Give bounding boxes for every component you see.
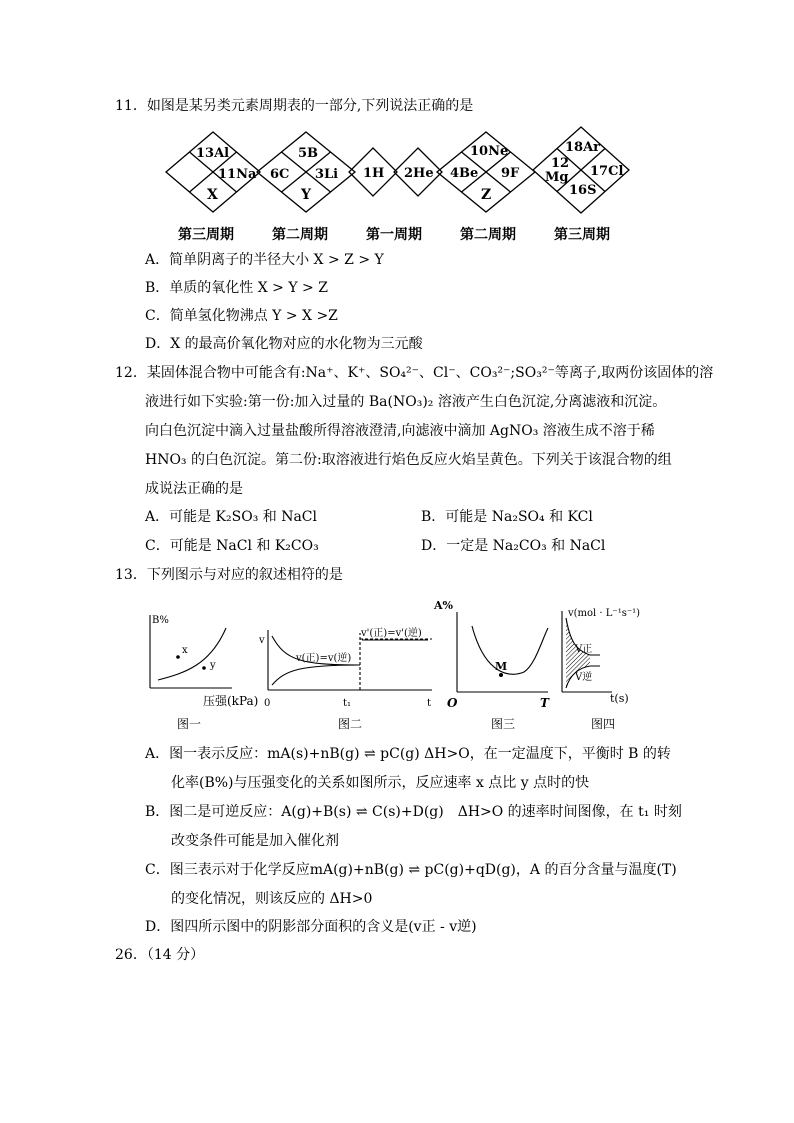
- q12-option-a: A．可能是 K₂SO₃ 和 NaCl: [145, 509, 317, 525]
- fig1-ylabel: B%: [152, 615, 169, 626]
- fig3-xlabel: T: [540, 696, 549, 710]
- fig2-xlabel: t: [427, 698, 432, 709]
- fig4-caption: 图四: [591, 717, 616, 731]
- cell-li: 3Li: [315, 167, 339, 182]
- cell-ar: 18Ar: [565, 140, 601, 155]
- q12-line-4: HNO₃ 的白色沉淀。第二份:取溶液进行焰色反应火焰呈黄色。下列关于该混合物的组: [145, 452, 672, 468]
- fig3-caption: 图三: [491, 717, 516, 731]
- q13-stem: 13．下列图示与对应的叙述相符的是: [115, 567, 343, 583]
- fig3-point: M: [495, 660, 508, 673]
- period-label-5: 第三周期: [554, 227, 610, 243]
- cell-s: 16S: [569, 183, 597, 198]
- period-label-1: 第三周期: [178, 227, 234, 243]
- cell-ne: 10Ne: [470, 144, 509, 159]
- cell-y: Y: [301, 187, 311, 203]
- q13-option-b-line-2: 改变条件可能是加入催化剂: [171, 833, 339, 849]
- cell-be: 4Be: [450, 166, 479, 181]
- fig3-ylabel: A%: [434, 599, 453, 612]
- q12-option-c: C．可能是 NaCl 和 K₂CO₃: [145, 538, 319, 554]
- cell-h: 1H: [363, 166, 385, 181]
- fig4-xlabel: t(s): [610, 692, 629, 705]
- q12-line-2: 液进行如下实验:第一份:加入过量的 Ba(NO₃)₂ 溶液产生白色沉淀,分离滤液和沉淀。: [145, 394, 667, 410]
- fig1-point-y: y: [210, 660, 216, 671]
- cell-c: 6C: [270, 167, 290, 182]
- fig3-origin: O: [447, 696, 458, 710]
- cell-na: 11Na: [218, 167, 257, 182]
- cell-mg-number: 12: [551, 156, 570, 171]
- fig2-curve-label-2: v'(正)=v'(逆): [361, 628, 422, 639]
- q11-option-a: A．简单阴离子的半径大小 X > Z > Y: [145, 252, 384, 268]
- period-label-3: 第一周期: [366, 227, 422, 243]
- cell-z: Z: [481, 187, 492, 203]
- fig2-caption: 图二: [338, 717, 363, 731]
- q12-option-b: B．可能是 Na₂SO₄ 和 KCl: [421, 509, 593, 525]
- fig4-ylabel: v(mol · L⁻¹s⁻¹): [568, 608, 641, 619]
- q13-option-a-line-1: A．图一表示反应：mA(s)+nB(g) ⇌ pC(g) ΔH>O，在一定温度下，平衡时 B 的转: [145, 746, 671, 762]
- cell-x: X: [207, 187, 218, 203]
- cell-f: 9F: [501, 166, 520, 181]
- cell-b: 5B: [298, 146, 319, 161]
- q11-option-d: D．X 的最高价氧化物对应的水化物为三元酸: [145, 336, 423, 352]
- fig4-v-forward: V正: [575, 644, 593, 655]
- q13-option-c-line-1: C．图三表示对于化学反应mA(g)+nB(g) ⇌ pC(g)+qD(g)，A 的百分含量与温度(T): [145, 862, 677, 878]
- q13-option-d: D．图四所示图中的阴影部分面积的含义是(v正 - v逆): [145, 919, 477, 935]
- fig2-tick: t₁: [343, 698, 352, 709]
- q11-stem: 11．如图是某另类元素周期表的一部分,下列说法正确的是: [115, 98, 474, 114]
- fig2-curve-label: v(正)=v(逆): [296, 653, 352, 664]
- cell-cl: 17Cl: [590, 164, 624, 179]
- q11-option-c: C．简单氢化物沸点 Y > X >Z: [145, 308, 338, 324]
- q12-option-d: D．一定是 Na₂CO₃ 和 NaCl: [421, 538, 606, 554]
- q11-option-b: B．单质的氧化性 X > Y > Z: [145, 280, 328, 296]
- fig2-ylabel: v: [259, 635, 265, 646]
- q13-option-b-line-1: B．图二是可逆反应：A(g)+B(s) ⇌ C(s)+D(g) ΔH>O 的速率时间图像，在 t₁ 时刻: [145, 804, 682, 820]
- fig1-point-x: x: [182, 645, 188, 656]
- fig2-origin: 0: [264, 698, 271, 709]
- fig1-caption: 图一: [177, 717, 202, 731]
- cell-he: 2He: [404, 166, 434, 181]
- period-label-4: 第二周期: [460, 227, 516, 243]
- period-label-2: 第二周期: [272, 227, 328, 243]
- q13-option-c-line-2: 的变化情况，则该反应的 ΔH>0: [171, 891, 373, 907]
- fig4-v-reverse: V逆: [575, 672, 593, 683]
- q12-line-5: 成说法正确的是: [145, 481, 243, 497]
- q13-option-a-line-2: 化率(B%)与压强变化的关系如图所示，反应速率 x 点比 y 点时的快: [171, 775, 590, 791]
- fig1-xlabel: 压强(kPa): [203, 694, 259, 708]
- q13-figures: [0, 595, 794, 745]
- cell-al: 13Al: [196, 146, 230, 161]
- q12-line-3: 向白色沉淀中滴入过量盐酸所得溶液澄清,向滤液中滴加 AgNO₃ 溶液生成不溶于稀: [145, 423, 655, 439]
- q26-label: 26．（14 分）: [115, 947, 205, 963]
- cell-mg-symbol: Mg: [545, 170, 569, 185]
- q12-line-1: 12．某固体混合物中可能含有:Na⁺、K⁺、SO₄²⁻、Cl⁻、CO₃²⁻;SO₃²⁻等离子,取两份该固体的溶: [115, 365, 714, 381]
